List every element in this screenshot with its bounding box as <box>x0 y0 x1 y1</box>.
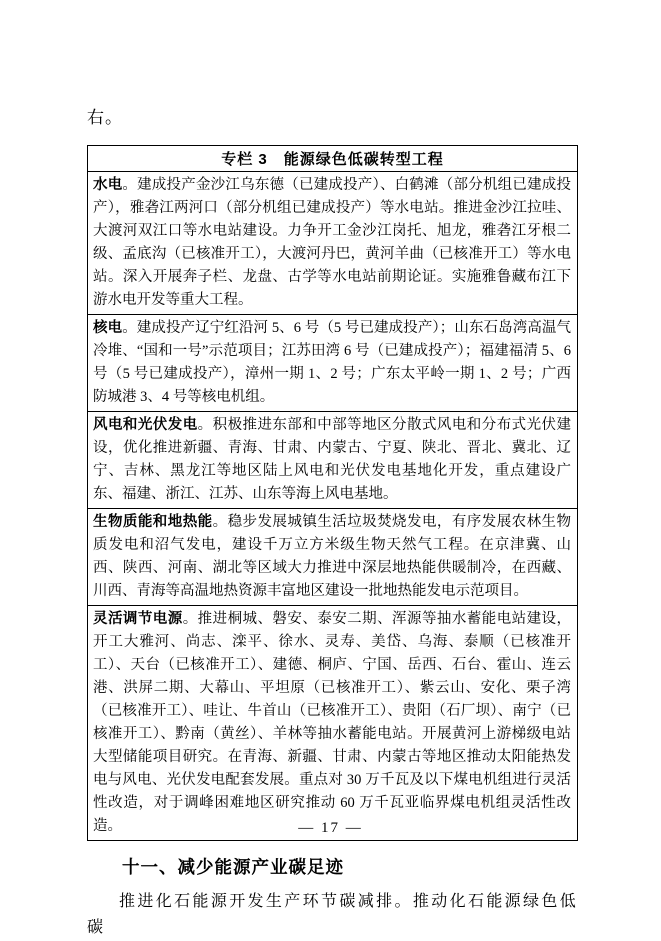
paragraph-continuation-text: 右。 <box>87 108 123 127</box>
section-heading-eleven: 十一、减少能源产业碳足迹 <box>122 857 344 877</box>
row-label-wind-solar: 风电和光伏发电 <box>93 417 198 433</box>
table-row-nuclear <box>88 315 578 412</box>
row-label-biomass-geothermal: 生物质能和地热能 <box>93 514 213 530</box>
table-cell-flexible-power <box>88 606 578 841</box>
row-text-biomass-geothermal: 。稳步发展城镇生活垃圾焚烧发电，有序发展农林生物质发电和沼气发电，建设千万立方米级生物天然气工程。在京津冀、山西、陕西、河南、湖北等区域大力推进中深层地热能供暖制冷，在西藏、川西、青海等高温地热资源丰富地区建设一批地热能发电示范项目。 <box>93 514 572 599</box>
table-row-flexible-power <box>88 606 578 841</box>
row-text-hydropower: 。建成投产金沙江乌东德（已建成投产）、白鹤滩（部分机组已建成投产），雅砻江两河口（部分机组已建成投产）等水电站。推进金沙江拉哇、大渡河双江口等水电站建设。力争开工金沙江岗托、旭龙，雅砻江牙根二级、孟底沟（已核准开工），大渡河丹巴，黄河羊曲（已核准开工）等水电站。深入开展奔子栏、龙盘、古学等水电站前期论证。实施雅鲁藏布江下游水电开发等重大工程。 <box>93 177 571 308</box>
table-row-biomass-geothermal <box>88 509 578 606</box>
row-text-flexible-power: 。推进桐城、磐安、泰安二期、浑源等抽水蓄能电站建设，开工大雅河、尚志、滦平、徐水、灵寿、美岱、乌海、泰顺（已核准开工）、天台（已核准开工）、建德、桐庐、宁国、岳西、石台、霍山、连云港、洪屏二期、大幕山、平坦原（已核准开工）、紫云山、安化、栗子湾（已核准开工）、哇让、牛首山（已核准开工）、贵阳（石厂坝）、南宁（已核准开工）、黔南（黄丝）、羊林等抽水蓄能电站。开展黄河上游梯级电站大型储能项目研究。在青海、新疆、甘肃、内蒙古等地区推动太阳能热发电与风电、光伏发电配套发展。重点对 30 万千瓦及以下煤电机组进行灵活性改造，对于调峰困难地区研究推动 60 万千瓦亚临界煤电机组灵活性改造。 <box>93 611 572 834</box>
table-cell-hydropower <box>88 172 578 315</box>
row-text-nuclear: 。建成投产辽宁红沿河 5、6 号（5 号已建成投产）；山东石岛湾高温气冷堆、“国和一号”示范项目；江苏田湾 6 号（已建成投产）；福建福清 5、6 号（5 号已建成投产），漳州一期 1、2 号；广东太平岭一期 1、2 号；广西防城港 3、4 号等核电机组。 <box>93 320 572 405</box>
row-label-flexible-power: 灵活调节电源 <box>93 611 183 627</box>
table-row-wind-solar <box>88 412 578 509</box>
table-title: 专栏 3 能源绿色低碳转型工程 <box>88 146 578 172</box>
table-header-row <box>88 146 578 172</box>
body-paragraph: 推进化石能源开发生产环节碳减排。推动化石能源绿色低碳 <box>87 893 578 936</box>
table-cell-biomass-geothermal <box>88 509 578 606</box>
page-number: — 17 — <box>298 820 363 836</box>
row-label-nuclear: 核电 <box>93 320 123 336</box>
row-text-wind-solar: 。积极推进东部和中部等地区分散式风电和分布式光伏建设，优化推进新疆、青海、甘肃、内蒙古、宁夏、陕北、晋北、冀北、辽宁、吉林、黑龙江等地区陆上风电和光伏发电基地化开发，重点建设广东、福建、浙江、江苏、山东等海上风电基地。 <box>93 417 572 502</box>
document-page <box>87 0 578 941</box>
row-label-hydropower: 水电 <box>93 177 123 193</box>
table-cell-nuclear <box>88 315 578 412</box>
table-cell-wind-solar <box>88 412 578 509</box>
energy-projects-table <box>87 145 578 841</box>
table-row-hydropower <box>88 172 578 315</box>
